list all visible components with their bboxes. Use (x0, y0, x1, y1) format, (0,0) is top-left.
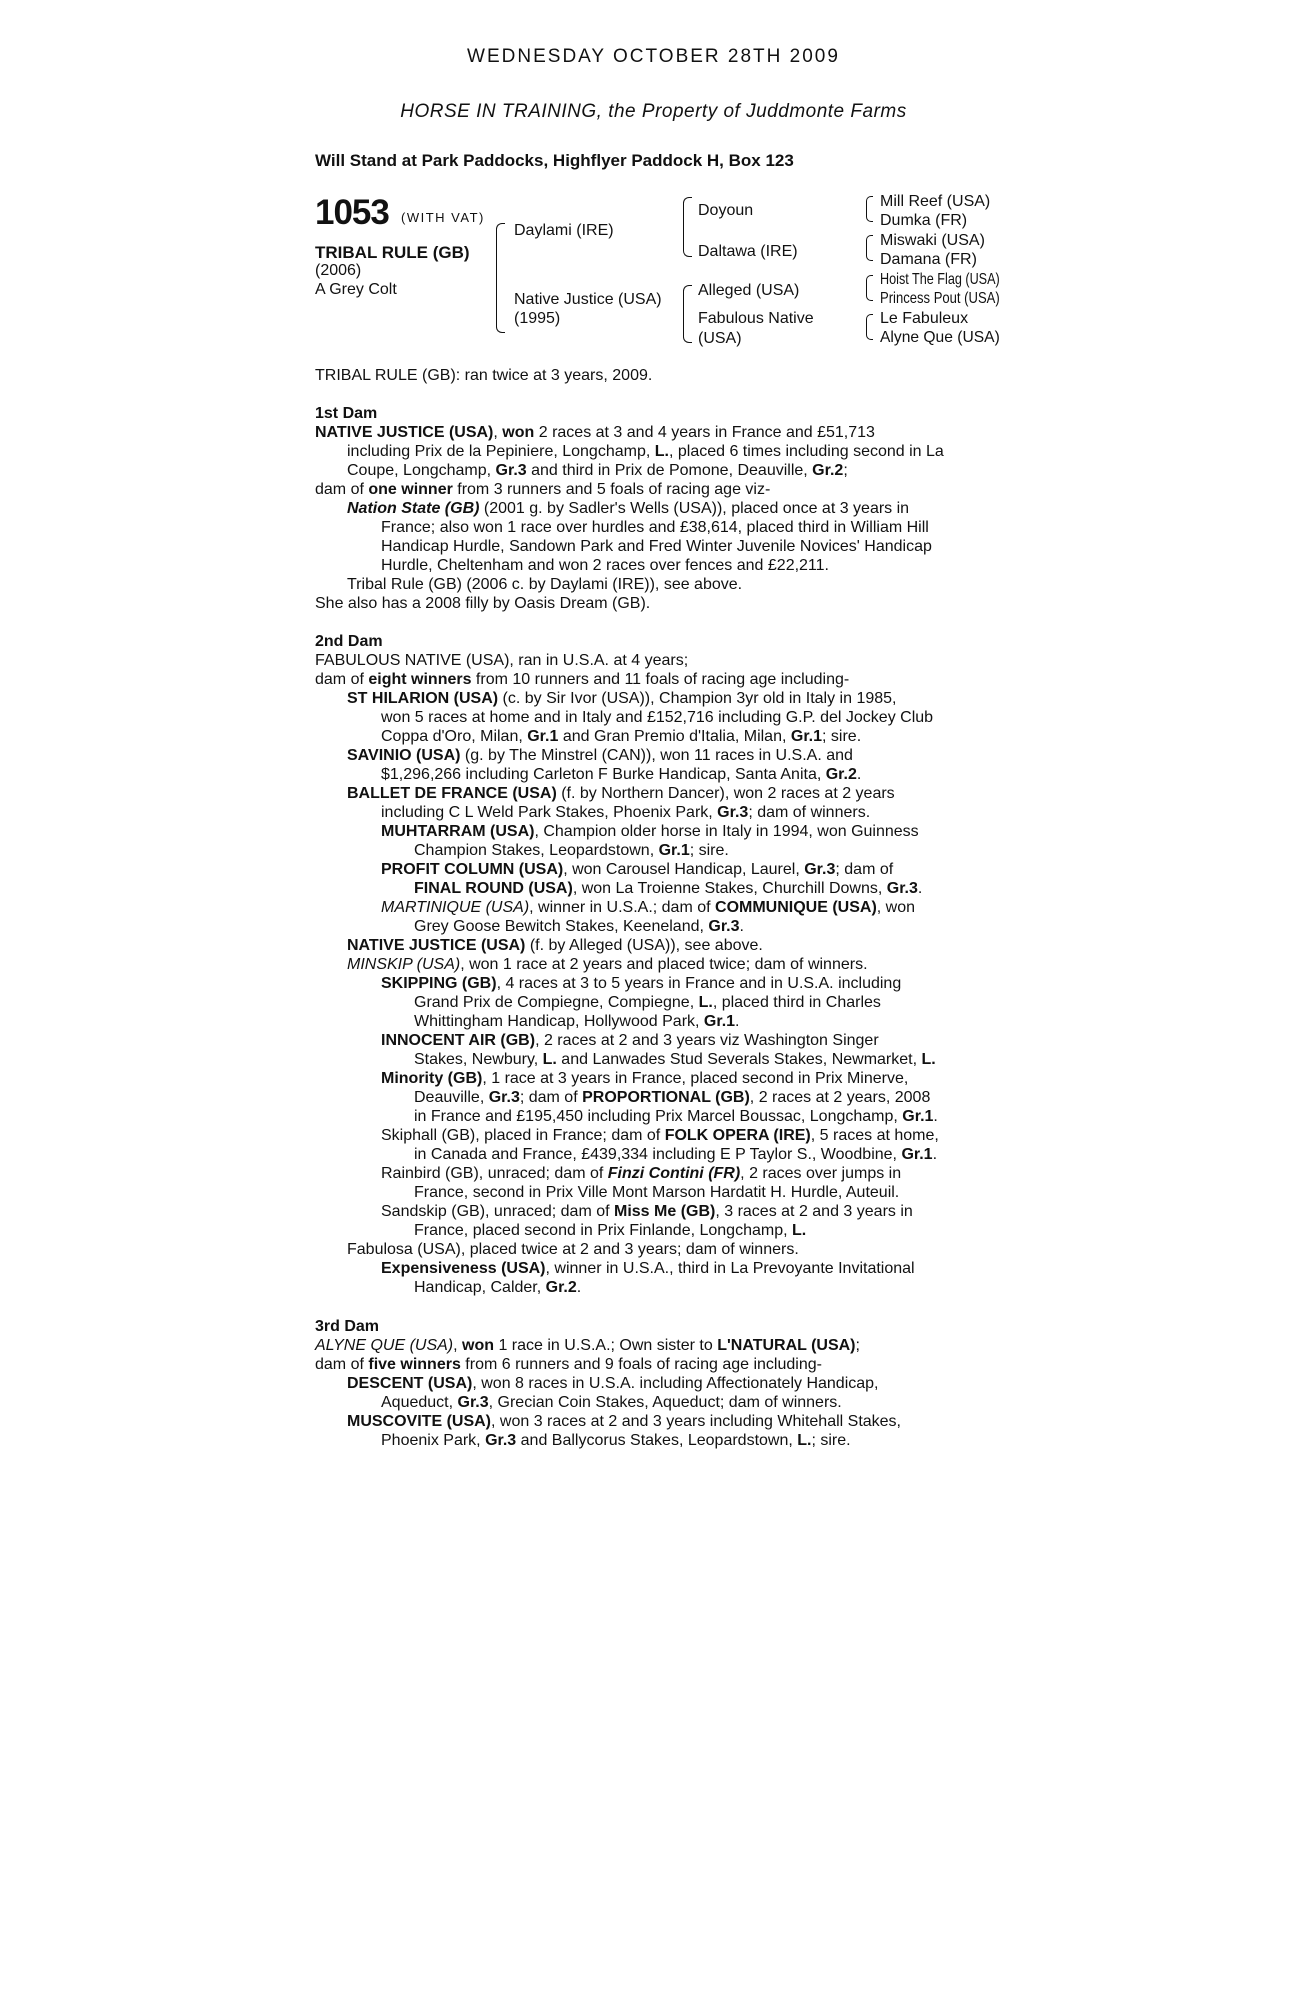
horse-year: (2006) (315, 262, 362, 279)
vat-note: (WITH VAT) (401, 210, 485, 225)
pedigree-brace-dd (866, 314, 873, 340)
first-dam-line: She also has a 2008 filly by Oasis Dream (GB). (315, 595, 651, 612)
horse-description: A Grey Colt (315, 281, 397, 298)
second-dam-line: MINSKIP (USA), won 1 race at 2 years and placed twice; dam of winners. (347, 956, 868, 973)
stand-location: Will Stand at Park Paddocks, Highflyer Paddock H, Box 123 (315, 151, 794, 170)
race-summary: TRIBAL RULE (GB): ran twice at 3 years, 2009. (315, 367, 653, 384)
second-dam-line: France, second in Prix Ville Mont Marson Hardatit H. Hurdle, Auteuil. (414, 1184, 900, 1201)
third-dam-line: MUSCOVITE (USA), won 3 races at 2 and 3 years including Whitehall Stakes, (347, 1413, 901, 1430)
sale-date: WEDNESDAY OCTOBER 28TH 2009 (467, 46, 840, 67)
second-dam-line: MUHTARRAM (USA), Champion older horse in Italy in 1994, won Guinness (381, 823, 919, 840)
third-dam-line: dam of five winners from 6 runners and 9 foals of racing age including- (315, 1356, 822, 1373)
first-dam-line: NATIVE JUSTICE (USA), won 2 races at 3 and 4 years in France and £51,713 (315, 424, 875, 441)
second-dam-line: FABULOUS NATIVE (USA), ran in U.S.A. at 4 years; (315, 652, 689, 669)
first-dam-line: Handicap Hurdle, Sandown Park and Fred Winter Juvenile Novices' Handicap (381, 538, 932, 555)
second-dam-line: dam of eight winners from 10 runners and 11 foals of racing age including- (315, 671, 850, 688)
second-dam-line: won 5 races at home and in Italy and £152,716 including G.P. del Jockey Club (381, 709, 934, 726)
second-dam-line: PROFIT COLUMN (USA), won Carousel Handicap, Laurel, Gr.3; dam of (381, 861, 894, 878)
first-dam-heading: 1st Dam (315, 405, 378, 422)
second-dam-line: NATIVE JUSTICE (USA) (f. by Alleged (USA)), see above. (347, 937, 763, 954)
pedigree-sire: Daylami (IRE) (514, 222, 614, 239)
second-dam-line: FINAL ROUND (USA), won La Troienne Stakes, Churchill Downs, Gr.3. (414, 880, 923, 897)
second-dam-line: BALLET DE FRANCE (USA) (f. by Northern Dancer), won 2 races at 2 years (347, 785, 895, 802)
first-dam-line: including Prix de la Pepiniere, Longchamp, L., placed 6 times including second in La (347, 443, 944, 460)
second-dam-line: Stakes, Newbury, L. and Lanwades Stud Severals Stakes, Newmarket, L. (414, 1051, 936, 1068)
second-dam-line: Whittingham Handicap, Hollywood Park, Gr.1. (414, 1013, 740, 1030)
pedigree-sds: Miswaki (USA) (880, 232, 985, 249)
second-dam-line: Grand Prix de Compiegne, Compiegne, L., placed third in Charles (414, 994, 881, 1011)
pedigree-brace-dam (683, 285, 692, 343)
first-dam-line: France; also won 1 race over hurdles and £38,614, placed third in William Hill (381, 519, 929, 536)
pedigree-sdd: Damana (FR) (880, 251, 977, 268)
third-dam-line: Phoenix Park, Gr.3 and Ballycorus Stakes, Leopardstown, L.; sire. (381, 1432, 851, 1449)
lot-number: 1053 (315, 193, 389, 232)
pedigree-dam-dam-country: (USA) (698, 330, 742, 347)
pedigree-dam: Native Justice (USA) (514, 291, 662, 308)
second-dam-line: Minority (GB), 1 race at 3 years in France, placed second in Prix Minerve, (381, 1070, 909, 1087)
pedigree-sss: Mill Reef (USA) (880, 193, 991, 210)
second-dam-line: Grey Goose Bewitch Stakes, Keeneland, Gr.3. (414, 918, 744, 935)
second-dam-line: MARTINIQUE (USA), winner in U.S.A.; dam of COMMUNIQUE (USA), won (381, 899, 916, 916)
first-dam-line: Nation State (GB) (2001 g. by Sadler's Wells (USA)), placed once at 3 years in (347, 500, 910, 517)
second-dam-line: Rainbird (GB), unraced; dam of Finzi Contini (FR), 2 races over jumps in (381, 1165, 902, 1182)
first-dam-line: Tribal Rule (GB) (2006 c. by Daylami (IRE)), see above. (347, 576, 743, 593)
pedigree-sire-sire: Doyoun (698, 202, 754, 219)
second-dam-line: in France and £195,450 including Prix Marcel Boussac, Longchamp, Gr.1. (414, 1108, 938, 1125)
second-dam-line: Skiphall (GB), placed in France; dam of FOLK OPERA (IRE), 5 races at home, (381, 1127, 939, 1144)
second-dam-line: Expensiveness (USA), winner in U.S.A., third in La Prevoyante Invitational (381, 1260, 915, 1277)
second-dam-line: INNOCENT AIR (GB), 2 races at 2 and 3 years viz Washington Singer (381, 1032, 879, 1049)
pedigree-brace-sd (866, 235, 873, 261)
horse-name: TRIBAL RULE (GB) (315, 243, 470, 262)
second-dam-line: Sandskip (GB), unraced; dam of Miss Me (GB), 3 races at 2 and 3 years in (381, 1203, 913, 1220)
third-dam-line: Aqueduct, Gr.3, Grecian Coin Stakes, Aqueduct; dam of winners. (381, 1394, 842, 1411)
pedigree-dsd: Princess Pout (USA) (880, 290, 1000, 307)
pedigree-brace-sire (683, 197, 692, 257)
pedigree-brace-main (496, 223, 505, 333)
pedigree-dds: Le Fabuleux (880, 310, 969, 327)
third-dam-line: DESCENT (USA), won 8 races in U.S.A. including Affectionately Handicap, (347, 1375, 879, 1392)
second-dam-line: Deauville, Gr.3; dam of PROPORTIONAL (GB), 2 races at 2 years, 2008 (414, 1089, 931, 1106)
second-dam-line: in Canada and France, £439,334 including E P Taylor S., Woodbine, Gr.1. (414, 1146, 938, 1163)
third-dam-line: ALYNE QUE (USA), won 1 race in U.S.A.; Own sister to L'NATURAL (USA); (315, 1337, 860, 1354)
second-dam-line: ST HILARION (USA) (c. by Sir Ivor (USA)), Champion 3yr old in Italy in 1985, (347, 690, 897, 707)
first-dam-line: Coupe, Longchamp, Gr.3 and third in Prix de Pomone, Deauville, Gr.2; (347, 462, 848, 479)
second-dam-line: Coppa d'Oro, Milan, Gr.1 and Gran Premio d'Italia, Milan, Gr.1; sire. (381, 728, 862, 745)
second-dam-line: SKIPPING (GB), 4 races at 3 to 5 years in France and in U.S.A. including (381, 975, 902, 992)
second-dam-line: SAVINIO (USA) (g. by The Minstrel (CAN)), won 11 races in U.S.A. and (347, 747, 853, 764)
second-dam-line: $1,296,266 including Carleton F Burke Handicap, Santa Anita, Gr.2. (381, 766, 862, 783)
pedigree-brace-ds (866, 275, 873, 301)
pedigree-dss: Hoist The Flag (USA) (880, 271, 1000, 288)
second-dam-line: Fabulosa (USA), placed twice at 2 and 3 years; dam of winners. (347, 1241, 799, 1258)
pedigree-dam-sire: Alleged (USA) (698, 282, 800, 299)
second-dam-line: including C L Weld Park Stakes, Phoenix Park, Gr.3; dam of winners. (381, 804, 871, 821)
second-dam-line: France, placed second in Prix Finlande, Longchamp, L. (414, 1222, 807, 1239)
third-dam-heading: 3rd Dam (315, 1318, 380, 1335)
second-dam-heading: 2nd Dam (315, 633, 383, 650)
pedigree-dam-dam: Fabulous Native (698, 310, 814, 327)
second-dam-line: Handicap, Calder, Gr.2. (414, 1279, 582, 1296)
pedigree-dam-year: (1995) (514, 310, 561, 327)
pedigree-brace-ss (866, 196, 873, 222)
first-dam-line: Hurdle, Cheltenham and won 2 races over fences and £22,211. (381, 557, 829, 574)
pedigree-ssd: Dumka (FR) (880, 212, 968, 229)
pedigree-sire-dam: Daltawa (IRE) (698, 243, 798, 260)
sale-subtitle: HORSE IN TRAINING, the Property of Juddmonte Farms (400, 101, 907, 122)
first-dam-line: dam of one winner from 3 runners and 5 foals of racing age viz- (315, 481, 771, 498)
second-dam-line: Champion Stakes, Leopardstown, Gr.1; sire. (414, 842, 729, 859)
pedigree-ddd: Alyne Que (USA) (880, 329, 1000, 346)
